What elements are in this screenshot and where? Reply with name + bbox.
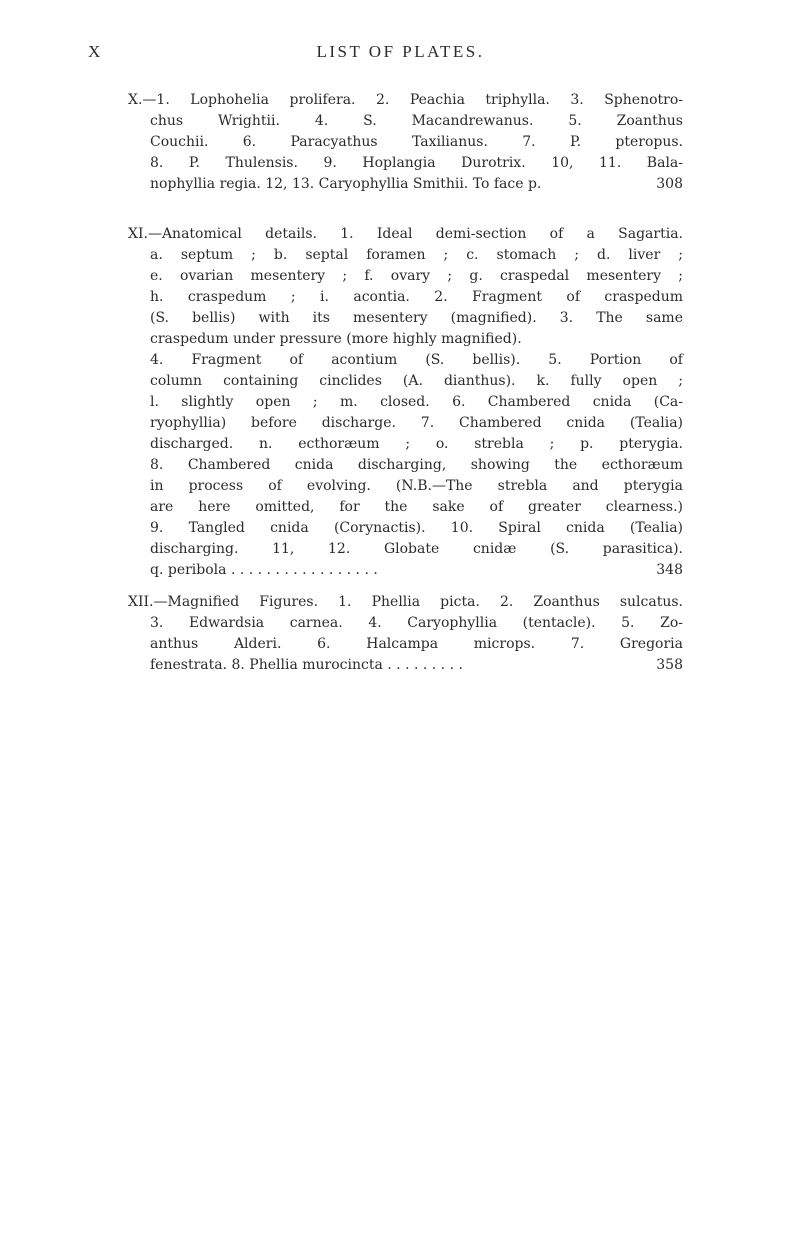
entry-line: (S. bellis) with its mesentery (magnified). 3. The same bbox=[150, 310, 683, 326]
entry-line-text: q. peribola . . . . . . . . . . . . . . . . . bbox=[150, 562, 378, 578]
plate-page-ref: 348 bbox=[656, 562, 683, 578]
entry-line: h. craspedum ; i. acontia. 2. Fragment of craspedum bbox=[150, 289, 683, 305]
entry-line: chus Wrightii. 4. S. Macandrewanus. 5. Zoanthus bbox=[150, 113, 683, 129]
entry-line: craspedum under pressure (more highly magnified). bbox=[150, 331, 522, 347]
entry-line-text: fenestrata. 8. Phellia murocincta . . . . . . . . . bbox=[150, 657, 463, 673]
plate-entry-xi bbox=[128, 224, 683, 581]
entry-line: column containing cinclides (A. dianthus). k. fully open ; bbox=[150, 373, 683, 389]
plate-page-ref: 358 bbox=[656, 657, 683, 673]
entry-line-last bbox=[128, 655, 683, 676]
entry-line: 3. Edwardsia carnea. 4. Caryophyllia (tentacle). 5. Zo- bbox=[150, 615, 683, 631]
entry-line: discharged. n. ecthoræum ; o. strebla ; p. pterygia. bbox=[150, 436, 683, 452]
entry-line-text: nophyllia regia. 12, 13. Caryophyllia Smithii. To face p. bbox=[150, 176, 542, 192]
page-header bbox=[0, 42, 801, 66]
entry-line: a. septum ; b. septal foramen ; c. stomach ; d. liver ; bbox=[150, 247, 683, 263]
entry-line: Couchii. 6. Paracyathus Taxilianus. 7. P. pteropus. bbox=[150, 134, 683, 150]
plate-entry-xii bbox=[128, 592, 683, 676]
entry-line: ryophyllia) before discharge. 7. Chambered cnida (Tealia) bbox=[150, 415, 683, 431]
entry-line: discharging. 11, 12. Globate cnidæ (S. parasitica). bbox=[150, 541, 683, 557]
entry-line: e. ovarian mesentery ; f. ovary ; g. craspedal mesentery ; bbox=[150, 268, 683, 284]
entry-line-last bbox=[128, 560, 683, 581]
plate-entry-x bbox=[128, 90, 683, 195]
entry-line: anthus Alderi. 6. Halcampa microps. 7. Gregoria bbox=[150, 636, 683, 652]
entry-line: 4. Fragment of acontium (S. bellis). 5. Portion of bbox=[150, 352, 683, 368]
entry-line: XII.—Magnified Figures. 1. Phellia picta. 2. Zoanthus sulcatus. bbox=[128, 594, 683, 610]
entry-line: 9. Tangled cnida (Corynactis). 10. Spiral cnida (Tealia) bbox=[150, 520, 683, 536]
entry-line: XI.—Anatomical details. 1. Ideal demi-section of a Sagartia. bbox=[128, 226, 683, 242]
entry-line: 8. Chambered cnida discharging, showing the ecthoræum bbox=[150, 457, 683, 473]
entry-line-last bbox=[128, 174, 683, 195]
entry-line: in process of evolving. (N.B.—The strebla and pterygia bbox=[150, 478, 683, 494]
page-number: X bbox=[88, 42, 101, 61]
running-head: LIST OF PLATES. bbox=[316, 42, 485, 61]
entry-line: are here omitted, for the sake of greater clearness.) bbox=[150, 499, 683, 515]
entry-line: X.—1. Lophohelia prolifera. 2. Peachia triphylla. 3. Sphenotro- bbox=[128, 92, 683, 108]
plate-page-ref: 308 bbox=[656, 176, 683, 192]
entry-line: l. slightly open ; m. closed. 6. Chambered cnida (Ca- bbox=[150, 394, 683, 410]
entry-line: 8. P. Thulensis. 9. Hoplangia Durotrix. 10, 11. Bala- bbox=[150, 155, 683, 171]
